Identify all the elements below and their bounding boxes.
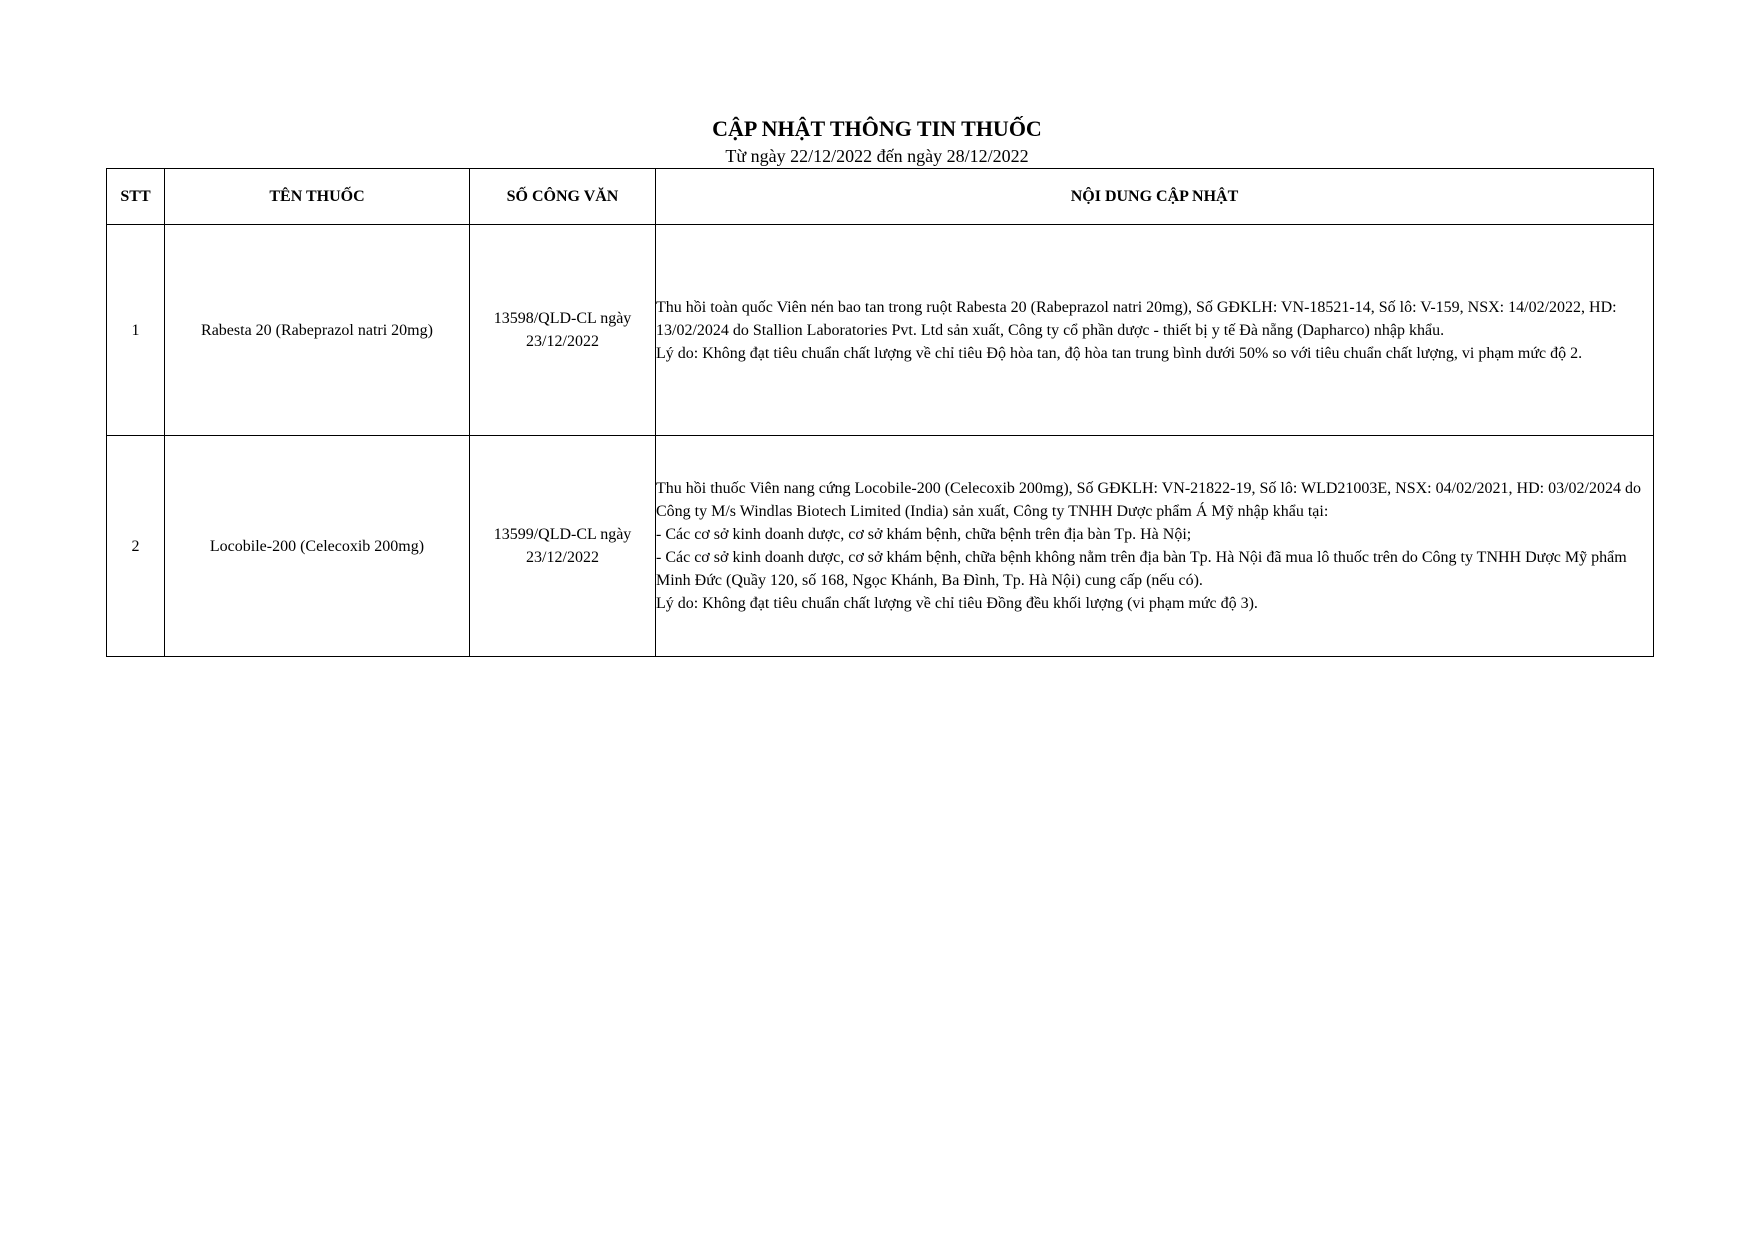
table-row [107,436,1654,657]
row-drug-name: Locobile-200 (Celecoxib 200mg) [165,436,470,657]
content-line: Thu hồi thuốc Viên nang cứng Locobile-200 (Celecoxib 200mg), Số GĐKLH: VN-21822-19, Số lô: WLD21003E, NSX: 04/02/2021, HD: 03/02/2024 do Công ty M/s Windlas Biotech Limited (India) sản xuất, Công ty TNHH Dược phẩm Á Mỹ nhập khẩu tại: [656,480,1641,520]
row-document-number: 13598/QLD-CL ngày 23/12/2022 [470,225,656,436]
row-stt: 2 [107,436,165,657]
content-line: Lý do: Không đạt tiêu chuẩn chất lượng về chỉ tiêu Độ hòa tan, độ hòa tan trung bình dưới 50% so với tiêu chuẩn chất lượng, vi phạm mức độ 2. [656,344,1583,362]
table-row [107,225,1654,436]
content-line: - Các cơ sở kinh doanh dược, cơ sở khám bệnh, chữa bệnh không nằm trên địa bàn Tp. Hà Nội đã mua lô thuốc trên do Công ty TNHH Dược Mỹ phẩm Minh Đức (Quầy 120, số 168, Ngọc Khánh, Ba Đình, Tp. Hà Nội) cung cấp (nếu có). [656,549,1627,589]
row-update-content [656,225,1654,436]
row-document-number: 13599/QLD-CL ngày 23/12/2022 [470,436,656,657]
header-stt: STT [107,169,165,225]
row-update-content [656,436,1654,657]
row-drug-name: Rabesta 20 (Rabeprazol natri 20mg) [165,225,470,436]
header-update-content: NỘI DUNG CẬP NHẬT [656,169,1654,225]
row-stt: 1 [107,225,165,436]
drug-update-table [106,168,1654,657]
table-header-row [107,169,1654,225]
content-line: Lý do: Không đạt tiêu chuẩn chất lượng về chỉ tiêu Đồng đều khối lượng (vi phạm mức độ 3). [656,595,1258,612]
document-date-range: Từ ngày 22/12/2022 đến ngày 28/12/2022 [725,146,1029,166]
content-line: Thu hồi toàn quốc Viên nén bao tan trong ruột Rabesta 20 (Rabeprazol natri 20mg), Số GĐKLH: VN-18521-14, Số lô: V-159, NSX: 14/02/2022, HD: 13/02/2024 do Stallion Laboratories Pvt. Ltd sản xuất, Công ty cổ phần dược - thiết bị y tế Đà nẵng (Dapharco) nhập khẩu. [656,298,1617,339]
header-drug-name: TÊN THUỐC [165,169,470,225]
content-line: - Các cơ sở kinh doanh dược, cơ sở khám bệnh, chữa bệnh trên địa bàn Tp. Hà Nội; [656,526,1192,543]
header-document-number: SỐ CÔNG VĂN [470,169,656,225]
document-title: CẬP NHẬT THÔNG TIN THUỐC [712,116,1042,141]
